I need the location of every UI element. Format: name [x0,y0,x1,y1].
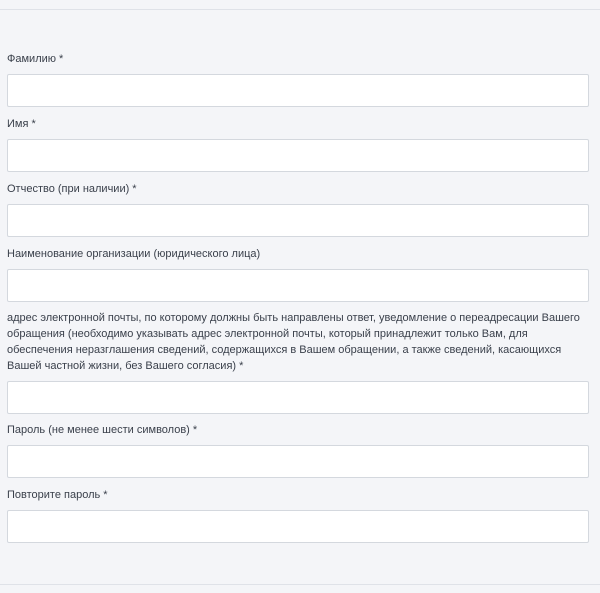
organization-input[interactable] [7,269,589,302]
patronymic-label: Отчество (при наличии) * [7,183,137,195]
field-organization [7,246,589,302]
field-email [7,310,589,414]
field-last-name [7,51,589,107]
last-name-input[interactable] [7,74,589,107]
field-patronymic [7,181,589,237]
password-confirm-label: Повторите пароль * [7,489,108,501]
password-label: Пароль (не менее шести символов) * [7,424,198,436]
field-first-name [7,116,589,172]
email-label: адрес электронной почты, по которому должны быть направлены ответ, уведомление о переадресации Вашего обращения (необходимо указывать адрес электронной почты, который принадлежит только Вам, для обеспечения неразглашения сведений, содержащихся в Вашем обращении, а также сведений, касающихся Вашей частной жизни, без Вашего согласия) * [7,312,580,372]
field-password-confirm [7,487,589,543]
last-name-label: Фамилию * [7,53,64,65]
first-name-input[interactable] [7,139,589,172]
bottom-divider [0,584,600,585]
password-input[interactable] [7,445,589,478]
email-input[interactable] [7,381,589,414]
password-confirm-input[interactable] [7,510,589,543]
patronymic-input[interactable] [7,204,589,237]
top-divider [0,9,600,10]
field-password [7,422,589,478]
organization-label: Наименование организации (юридического лица) [7,248,261,260]
first-name-label: Имя * [7,118,36,130]
